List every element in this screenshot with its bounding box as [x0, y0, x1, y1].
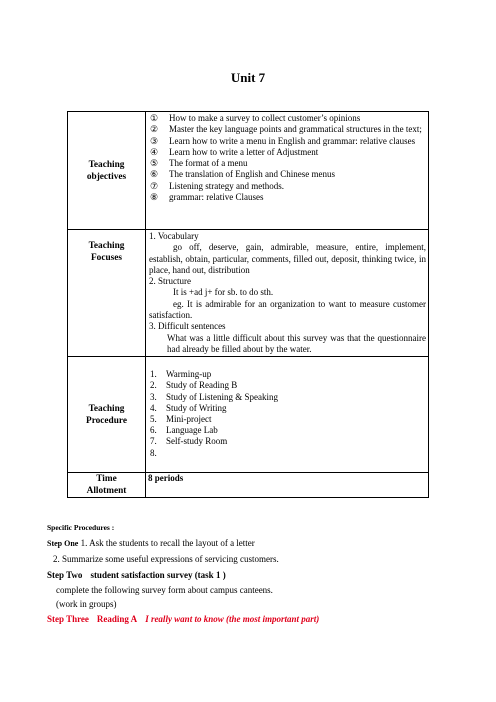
- objectives-label: [68, 112, 146, 230]
- specific-procedures-heading: Specific Procedures :: [47, 523, 115, 532]
- allotment-label-line2: Allotment: [86, 486, 127, 497]
- step-three-reading: Reading A: [96, 614, 138, 624]
- step-one-line2: 2. Summarize some useful expressions of servicing customers.: [53, 554, 279, 564]
- procedure-item: [149, 392, 426, 403]
- procedure-list: [146, 357, 429, 473]
- objectives-list: [146, 112, 429, 230]
- step-two-text: student satisfaction survey (task 1 ): [90, 570, 226, 580]
- allotment-label-line1: Time: [96, 474, 117, 485]
- objective-text: The translation of English and Chinese menus: [169, 169, 335, 180]
- procedure-number: 8.: [150, 447, 157, 458]
- procedure-number: 6.: [150, 425, 157, 436]
- procedure-number: 2.: [150, 380, 157, 391]
- step-three-line: [47, 614, 319, 624]
- step-two-line2: complete the following survey form about campus canteens.: [56, 585, 273, 595]
- objective-text: grammar: relative Clauses: [169, 192, 264, 203]
- objective-number: ⑦: [150, 180, 159, 191]
- procedure-number: 3.: [150, 391, 157, 402]
- focuses-content: [146, 230, 429, 357]
- procedure-label-line2: Procedure: [86, 415, 127, 426]
- objective-item: [149, 113, 426, 124]
- procedure-number: 7.: [150, 436, 157, 447]
- procedure-item: [149, 414, 426, 425]
- allotment-row: [68, 473, 429, 498]
- procedure-item: [149, 369, 426, 380]
- objective-text: How to make a survey to collect customer’s opinions: [169, 113, 361, 123]
- objective-item: [149, 158, 426, 169]
- objective-text: Master the key language points and grammatical structures in the text;: [169, 124, 422, 135]
- objective-number: ④: [150, 146, 159, 157]
- objective-item: [149, 192, 426, 203]
- focuses-label: [68, 230, 146, 357]
- focuses-label-line2: Focuses: [91, 253, 122, 263]
- procedure-text: Self-study Room: [166, 436, 228, 447]
- step-two-label: Step Two: [47, 570, 83, 580]
- procedure-text: Study of Writing: [166, 402, 227, 413]
- structure-heading: 2. Structure: [149, 276, 191, 287]
- objective-number: ⑧: [150, 192, 159, 203]
- procedure-text: [166, 448, 426, 459]
- vocabulary-text: go off, deserve, gain, admirable, measure, entire, implement, establish, obtain, particular, comments, filled out, deposit, thinking twice, in place, hand out, distribution: [149, 242, 426, 275]
- procedure-label: [68, 357, 146, 473]
- objectives-label-line2: objectives: [86, 171, 127, 182]
- procedure-row: [68, 357, 429, 473]
- objective-item: [149, 147, 426, 158]
- objective-number: ②: [150, 124, 159, 135]
- allotment-value: 8 periods: [146, 473, 429, 498]
- procedure-text: Mini-project: [166, 414, 212, 425]
- focuses-label-line1: Teaching: [88, 241, 125, 251]
- step-one-label: Step One: [47, 539, 79, 548]
- vocabulary-heading: 1. Vocabulary: [149, 231, 199, 241]
- objective-item: [149, 181, 426, 192]
- step-two-line3: (work in groups): [56, 599, 117, 609]
- procedure-item: [149, 403, 426, 414]
- objectives-row: [68, 112, 429, 230]
- objective-number: ⑥: [150, 169, 159, 180]
- procedure-number: 4.: [150, 402, 157, 413]
- structure-example: eg. It is admirable for an organization to want to measure customer satisfaction.: [149, 298, 426, 321]
- procedure-item: [149, 436, 426, 447]
- procedure-text: Study of Listening & Speaking: [166, 391, 278, 402]
- difficult-heading: 3. Difficult sentences: [149, 321, 226, 332]
- step-three-text: I really want to know (the most important part): [145, 614, 320, 624]
- procedure-number: 5.: [150, 414, 157, 425]
- objective-number: ⑤: [150, 158, 159, 169]
- step-one-text: 1. Ask the students to recall the layout of a letter: [78, 538, 255, 548]
- procedure-text: Warming-up: [166, 369, 212, 380]
- objective-number: ①: [150, 113, 159, 123]
- procedure-item: [149, 448, 426, 459]
- focuses-row: [68, 230, 429, 357]
- objectives-label-line1: Teaching: [88, 159, 125, 170]
- procedure-item: [149, 425, 426, 436]
- allotment-label: [68, 473, 146, 498]
- objective-item: [149, 169, 426, 180]
- procedure-number: 1.: [150, 369, 157, 380]
- objective-number: ③: [150, 135, 159, 146]
- step-two-line: [47, 570, 226, 580]
- objective-text: Learn how to write a letter of Adjustment: [169, 146, 319, 157]
- step-one-line: [47, 538, 255, 548]
- objective-text: Learn how to write a menu in English and grammar: relative clauses: [169, 135, 416, 146]
- procedure-text: Study of Reading B: [166, 380, 238, 391]
- step-three-label: Step Three: [47, 614, 89, 624]
- objective-item: [149, 136, 426, 147]
- difficult-text: What was a little difficult about this survey was that the questionnaire had already be filled about by the water.: [167, 332, 426, 354]
- page-title: Unit 7: [230, 70, 266, 85]
- procedure-item: [149, 380, 426, 391]
- structure-pattern: It is +ad j+ for sb. to do sth.: [173, 287, 274, 298]
- teaching-plan-table: [67, 111, 429, 498]
- objective-text: Listening strategy and methods.: [169, 180, 284, 191]
- objective-item: [149, 124, 426, 135]
- procedure-text: Language Lab: [166, 425, 218, 436]
- procedure-label-line1: Teaching: [88, 403, 125, 414]
- objective-text: The format of a menu: [169, 158, 248, 169]
